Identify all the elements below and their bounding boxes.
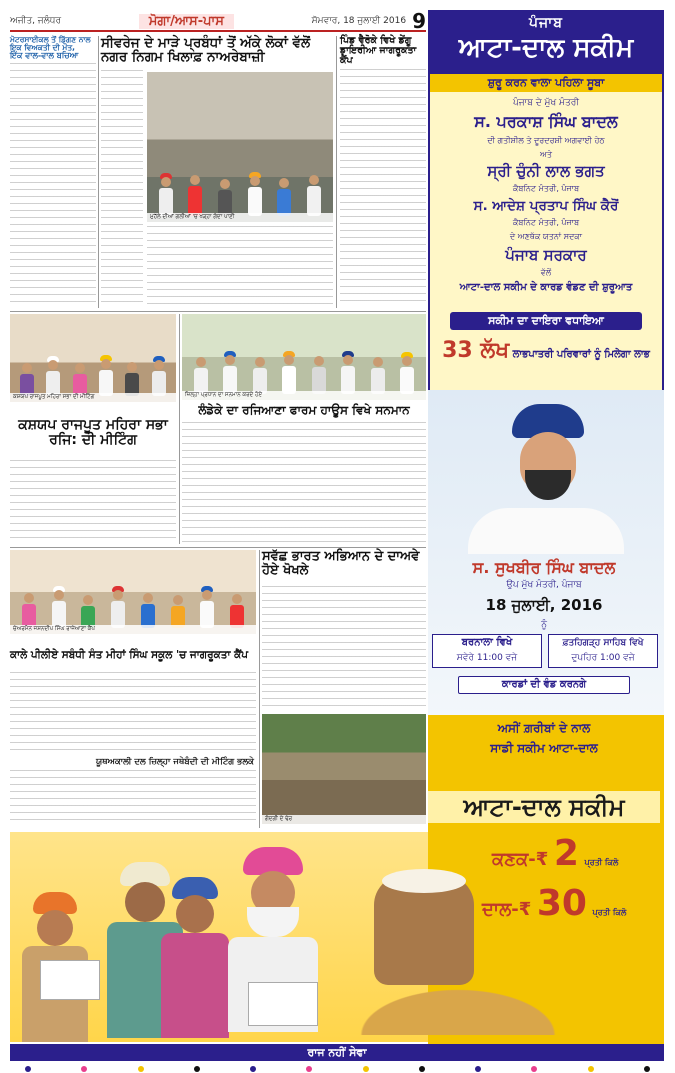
article-headline: ਲੰਡੇਕੇ ਦਾ ਰਜਿਆਣਾ ਫਾਰਮ ਹਾਊਸ ਵਿਖੇ ਸਨਮਾਨ <box>198 403 410 417</box>
garbage-photo <box>262 714 426 824</box>
article-headline: ਕਾਲੇ ਪੀਲੀਏ ਸਬੰਧੀ ਸੰਤ ਮੀਹਾਂ ਸਿੰਘ ਸਕੂਲ 'ਚ ਜਾਗਰੂਕਤਾ ਕੈਂਪ <box>10 649 249 661</box>
ad-venue1-time: ਸਵੇਰੇ 11:00 ਵਜੇ <box>456 653 518 663</box>
ad-cm-name: ਸ. ਪਰਕਾਸ਼ ਸਿੰਘ ਬਾਦਲ <box>474 112 618 131</box>
sewerage-photo <box>147 72 333 222</box>
ad-dcm-name: ਸ. ਸੁਖਬੀਰ ਸਿੰਘ ਬਾਦਲ <box>472 558 616 577</box>
dal-price: 30 <box>536 883 587 924</box>
issue-date: ਸੋਮਵਾਰ, 18 ਜੁਲਾਈ 2016 <box>311 16 407 26</box>
article-sewerage <box>101 36 333 308</box>
ata-dal-advertisement <box>428 10 664 1050</box>
photo-caption: ਕਸ਼ਯਪ ਰਾਜਪੂਤ ਮਹਿਰਾ ਸਭਾ ਦੀ ਮੀਟਿੰਗ <box>10 393 176 402</box>
photo-caption: ਮੁਹੱਲੇ ਦੀਆਂ ਗਲੀਆਂ 'ਚ ਖੜ੍ਹਾ ਗੰਦਾ ਪਾਣੀ <box>147 213 333 222</box>
ad-venue1 <box>432 634 542 668</box>
row-divider <box>10 547 426 548</box>
ad-minister1-title: ਕੈਬਨਿਟ ਮੰਤਰੀ, ਪੰਜਾਬ <box>512 184 580 193</box>
article-headline: ਪਿੰਡ ਵੈਰੋਕੇ ਵਿਖੇ ਡੇਂਗੂ ਡਾਇਰੀਆ ਜਾਗਰੂਕਤਾ ਕੈਂਪ <box>340 35 417 66</box>
article-headline: ਯੂਥਅਕਾਲੀ ਦਲ ਜ਼ਿਲ੍ਹਾ ਜਥੇਬੰਦੀ ਦੀ ਮੀਟਿੰਗ ਭਲਕੇ <box>96 757 254 767</box>
article-body <box>182 422 426 544</box>
ad-beneficiaries-text: ਲਾਭਪਾਤਰੀ ਪਰਿਵਾਰਾਂ ਨੂੰ ਮਿਲੇਗਾ ਲਾਭ <box>512 349 650 360</box>
row-divider <box>10 311 426 312</box>
ad-beneficiaries-count: 33 ਲੱਖ <box>442 338 510 363</box>
article-dengue-camp <box>340 36 426 308</box>
ad-minister2-sub: ਦੇ ਅਣਥੱਕ ਯਤਨਾਂ ਸਦਕਾ <box>509 232 583 241</box>
wheat-price: 2 <box>553 833 579 874</box>
wheat-label: ਕਣਕ-₹ <box>492 849 549 870</box>
ad-portrait-panel <box>428 390 664 720</box>
grain-pile-illustration <box>308 965 608 1035</box>
ad-govt: ਪੰਜਾਬ ਸਰਕਾਰ <box>505 246 587 264</box>
photo-caption: ਜ਼ਿਲ੍ਹਾ ਪ੍ਰਧਾਨ ਦਾ ਸਨਮਾਨ ਕਰਦੇ ਹੋਏ <box>182 391 426 400</box>
article-headline: ਕਸ਼ਯਪ ਰਾਜਪੂਤ ਮਹਿਰਾ ਸਭਾ ਰਜਿ: ਦੀ ਮੀਟਿੰਗ <box>18 417 168 448</box>
ad-scheme-title: ਆਟਾ-ਦਾਲ ਸਕੀਮ <box>458 33 634 63</box>
ad-venue2-place: ਫ਼ਤਹਿਗੜ੍ਹ ਸਾਹਿਬ ਵਿਖੇ <box>562 638 644 648</box>
honour-photo <box>182 314 426 400</box>
article-kicker: ਮੋਟਰਸਾਈਕਲ ਤੋਂ ਡਿੱਗਣ ਨਾਲ ਇਕ ਵਿਅਕਤੀ ਦੀ ਮੌਤ, <box>10 35 91 52</box>
column-divider <box>259 550 260 828</box>
article-headline: ਇੱਕ ਵਾਲ-ਵਾਲ ਬਚਿਆ <box>10 50 79 60</box>
ad-cards: ਕਾਰਡਾਂ ਦੀ ਵੰਡ ਕਰਨਗੇ <box>458 676 630 694</box>
article-body <box>340 69 426 301</box>
ad-first-state: ਸ਼ੁਰੂ ਕਰਨ ਵਾਲਾ ਪਹਿਲਾ ਸੂਬਾ <box>430 74 662 92</box>
camp-photo <box>10 550 256 634</box>
ad-expanded: ਸਕੀਮ ਦਾ ਦਾਇਰਾ ਵਧਾਇਆ <box>450 312 642 330</box>
wheat-unit: ਪ੍ਰਤੀ ਕਿਲੋ <box>584 858 619 867</box>
article-body <box>101 70 143 306</box>
article-headline: ਸਵੱਛ ਭਾਰਤ ਅਭਿਆਨ ਦੇ ਦਾਅਵੇ ਹੋਏ ਖੋਖਲੇ <box>262 549 420 578</box>
ad-and: ਅਤੇ <box>540 150 552 159</box>
section-title: ਮੋਗਾ/ਆਸ-ਪਾਸ <box>139 14 234 29</box>
article-body <box>10 63 96 303</box>
ad-event-date: 18 ਜੁਲਾਈ, 2016 <box>485 596 603 614</box>
meeting-photo <box>10 314 176 402</box>
dal-unit: ਪ੍ਰਤੀ ਕਿਲੋ <box>592 908 627 917</box>
article-accident <box>10 36 96 308</box>
photo-caption: ਚੇਅਰਮੈਨ ਜਸ਼ਨਦੀਪ ਸਿੰਘ ਰਾਜੇਆਣਾ ਕੈਂਪ <box>10 625 256 634</box>
article-body <box>10 460 176 544</box>
ad-minister2-title: ਕੈਬਨਿਟ ਮੰਤਰੀ, ਪੰਜਾਬ <box>512 218 580 227</box>
ad-price-panel <box>428 715 664 1050</box>
article-jaundice-camp <box>10 550 256 828</box>
column-divider <box>336 36 337 308</box>
ad-dal-price <box>482 883 664 924</box>
print-registration-marks <box>0 1064 675 1073</box>
ad-minister1-name: ਸ੍ਰੀ ਚੁੰਨੀ ਲਾਲ ਭਗਤ <box>487 162 605 180</box>
ad-our-scheme: ਸਾਡੀ ਸਕੀਮ ਆਟਾ-ਦਾਲ <box>490 741 598 755</box>
article-body <box>10 672 256 752</box>
ad-with-poor: ਅਸੀਂ ਗ਼ਰੀਬਾਂ ਦੇ ਨਾਲ <box>497 721 591 735</box>
article-headline: ਸੀਵਰੇਜ ਦੇ ਮਾੜੇ ਪ੍ਰਬੰਧਾਂ ਤੋਂ ਅੱਕੇ ਲੋਕਾਂ ਵੱਲੋਂ ਨਗਰ ਨਿਗਮ ਖਿਲਾਫ਼ ਨਾਅਰੇਬਾਜ਼ੀ <box>101 35 311 66</box>
column-divider <box>98 36 99 308</box>
ad-venue1-place: ਬਰਨਾਲਾ ਵਿਖੇ <box>461 637 513 648</box>
publication-name: ਅਜੀਤ, ਜਲੰਧਰ <box>10 16 62 26</box>
masthead <box>10 9 426 33</box>
article-farmhouse-honour <box>182 314 426 544</box>
ad-venue2 <box>548 634 658 668</box>
ad-minister2-name: ਸ. ਆਦੇਸ਼ ਪ੍ਰਤਾਪ ਸਿੰਘ ਕੈਰੋਂ <box>473 198 619 214</box>
ad-title-bar <box>430 12 662 74</box>
ad-by: ਵੱਲੋਂ <box>540 268 552 277</box>
article-body <box>10 770 256 826</box>
ad-dcm-title: ਉਪ ਮੁੱਖ ਮੰਤਰੀ, ਪੰਜਾਬ <box>506 580 582 590</box>
page-number: 9 <box>412 9 426 33</box>
ad-venue2-time: ਦੁਪਹਿਰ 1:00 ਵਜੇ <box>571 653 635 663</box>
ad-to: ਨੂੰ <box>541 620 547 630</box>
footer-banner: ਰਾਜ ਨਹੀਂ ਸੇਵਾ <box>10 1044 664 1061</box>
ad-header <box>428 10 664 405</box>
article-body <box>147 226 333 306</box>
article-kashyap-meeting <box>10 314 176 544</box>
ad-cm-line: ਪੰਜਾਬ ਦੇ ਮੁੱਖ ਮੰਤਰੀ <box>512 98 579 108</box>
portrait-shoulders <box>468 508 624 554</box>
ad-cm-sub: ਦੀ ਗਤੀਸ਼ੀਲ ਤੇ ਦੂਰਦਰਸ਼ੀ ਅਗਵਾਈ ਹੇਠ <box>487 136 605 145</box>
ad-state: ਪੰਜਾਬ <box>529 15 563 31</box>
dal-label: ਦਾਲ-₹ <box>482 899 532 920</box>
ad-launch: ਆਟਾ-ਦਾਲ ਸਕੀਮ ਦੇ ਕਾਰਡ ਵੰਡਣ ਦੀ ਸ਼ੁਰੂਆਤ <box>459 282 633 293</box>
ad-beneficiaries <box>430 338 662 363</box>
column-divider <box>179 314 180 544</box>
article-swachh-bharat <box>262 550 426 828</box>
ad-scheme-title2: ਆਟਾ-ਦਾਲ ਸਕੀਮ <box>428 791 660 823</box>
portrait-figure <box>506 404 590 524</box>
photo-caption: ਗੰਦਗੀ ਦੇ ਢੇਰ <box>262 815 426 824</box>
ad-wheat-price <box>492 833 664 874</box>
article-body <box>262 586 426 710</box>
